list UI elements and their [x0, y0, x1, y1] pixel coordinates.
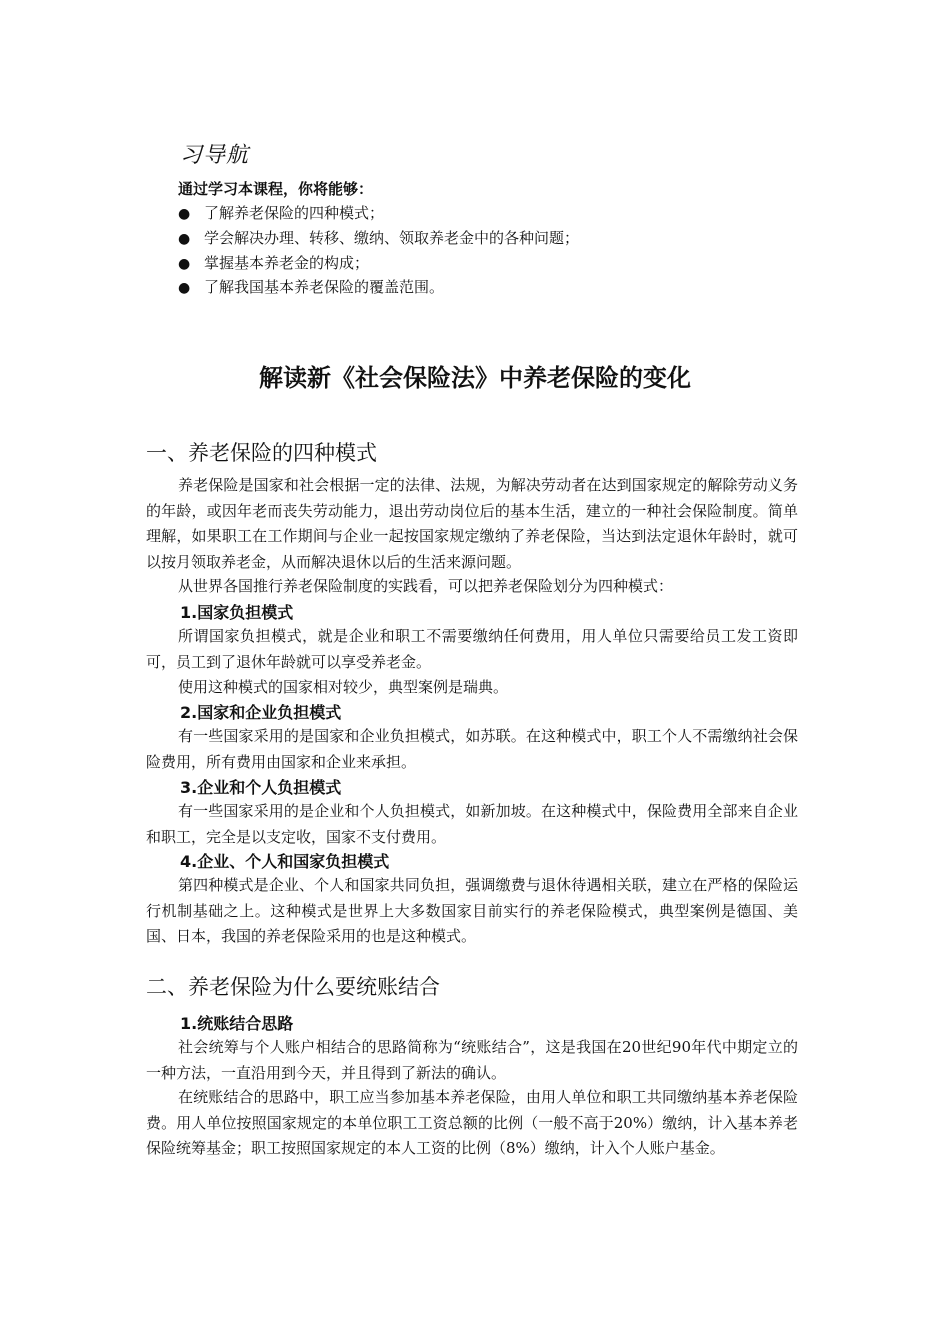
- section1-paragraph: 从世界各国推行养老保险制度的实践看，可以把养老保险划分为四种模式：: [178, 577, 674, 595]
- bullet-icon: ●: [178, 231, 191, 247]
- document-title: 解读新《社会保险法》中养老保险的变化: [259, 364, 691, 392]
- section2-heading: 二、养老保险为什么要统账结合: [146, 975, 440, 999]
- mode1-paragraph: 所谓国家负担模式，就是企业和职工不需要缴纳任何费用，用人单位只需要给员工发工资即可，员工到了退休年龄就可以享受养老金。: [146, 627, 798, 671]
- bullet-icon: ●: [178, 256, 191, 272]
- objective-item: [178, 252, 369, 274]
- sub1-paragraph: 在统账结合的思路中，职工应当参加基本养老保险，由用人单位和职工共同缴纳基本养老保险费。用人单位按照国家规定的本单位职工工资总额的比例（一般不高于20%）缴纳，计入基本养老保险统筹基金；职工按照国家规定的本人工资的比例（8%）缴纳，计入个人账户基金。: [146, 1088, 798, 1157]
- bullet-icon: ●: [178, 206, 191, 222]
- bullet-icon: ●: [178, 280, 191, 296]
- mode1-heading: 1.国家负担模式: [180, 603, 294, 622]
- guide-intro: 通过学习本课程，你将能够：: [178, 180, 374, 198]
- objective-text: 学会解决办理、转移、缴纳、领取养老金中的各种问题；: [204, 229, 580, 247]
- section1-paragraph: 养老保险是国家和社会根据一定的法律、法规，为解决劳动者在达到国家规定的解除劳动义务的年龄，或因年老而丧失劳动能力，退出劳动岗位后的基本生活，建立的一种社会保险制度。简单理解，如果职工在工作期间与企业一起按国家规定缴纳了养老保险，当达到法定退休年龄时，就可以按月领取养老金，从而解决退休以后的生活来源问题。: [146, 476, 798, 571]
- guide-title: 习导航: [180, 143, 250, 168]
- mode3-paragraph: 有一些国家采用的是企业和个人负担模式，如新加坡。在这种模式中，保险费用全部来自企业和职工，完全是以支定收，国家不支付费用。: [146, 802, 798, 846]
- objective-item: [178, 227, 579, 249]
- objective-text: 了解我国基本养老保险的覆盖范围。: [204, 278, 445, 296]
- mode3-heading: 3.企业和个人负担模式: [180, 778, 342, 797]
- mode4-paragraph: 第四种模式是企业、个人和国家共同负担，强调缴费与退休待遇相关联，建立在严格的保险运行机制基础之上。这种模式是世界上大多数国家目前实行的养老保险模式，典型案例是德国、美国、日本，我国的养老保险采用的也是这种模式。: [146, 876, 798, 945]
- mode4-heading: 4.企业、个人和国家负担模式: [180, 852, 390, 871]
- objective-text: 掌握基本养老金的构成；: [204, 254, 370, 272]
- objective-text: 了解养老保险的四种模式；: [204, 204, 385, 222]
- objective-item: [178, 276, 444, 298]
- sub1-paragraph: 社会统筹与个人账户相结合的思路简称为“统账结合”，这是我国在20世纪90年代中期定立的一种方法，一直沿用到今天，并且得到了新法的确认。: [146, 1038, 798, 1082]
- section1-heading: 一、养老保险的四种模式: [146, 441, 377, 465]
- objective-item: [178, 202, 384, 224]
- mode2-heading: 2.国家和企业负担模式: [180, 703, 342, 722]
- mode2-paragraph: 有一些国家采用的是国家和企业负担模式，如苏联。在这种模式中，职工个人不需缴纳社会保险费用，所有费用由国家和企业来承担。: [146, 727, 798, 771]
- mode1-paragraph: 使用这种模式的国家相对较少，典型案例是瑞典。: [178, 678, 509, 696]
- sub1-heading: 1.统账结合思路: [180, 1014, 294, 1033]
